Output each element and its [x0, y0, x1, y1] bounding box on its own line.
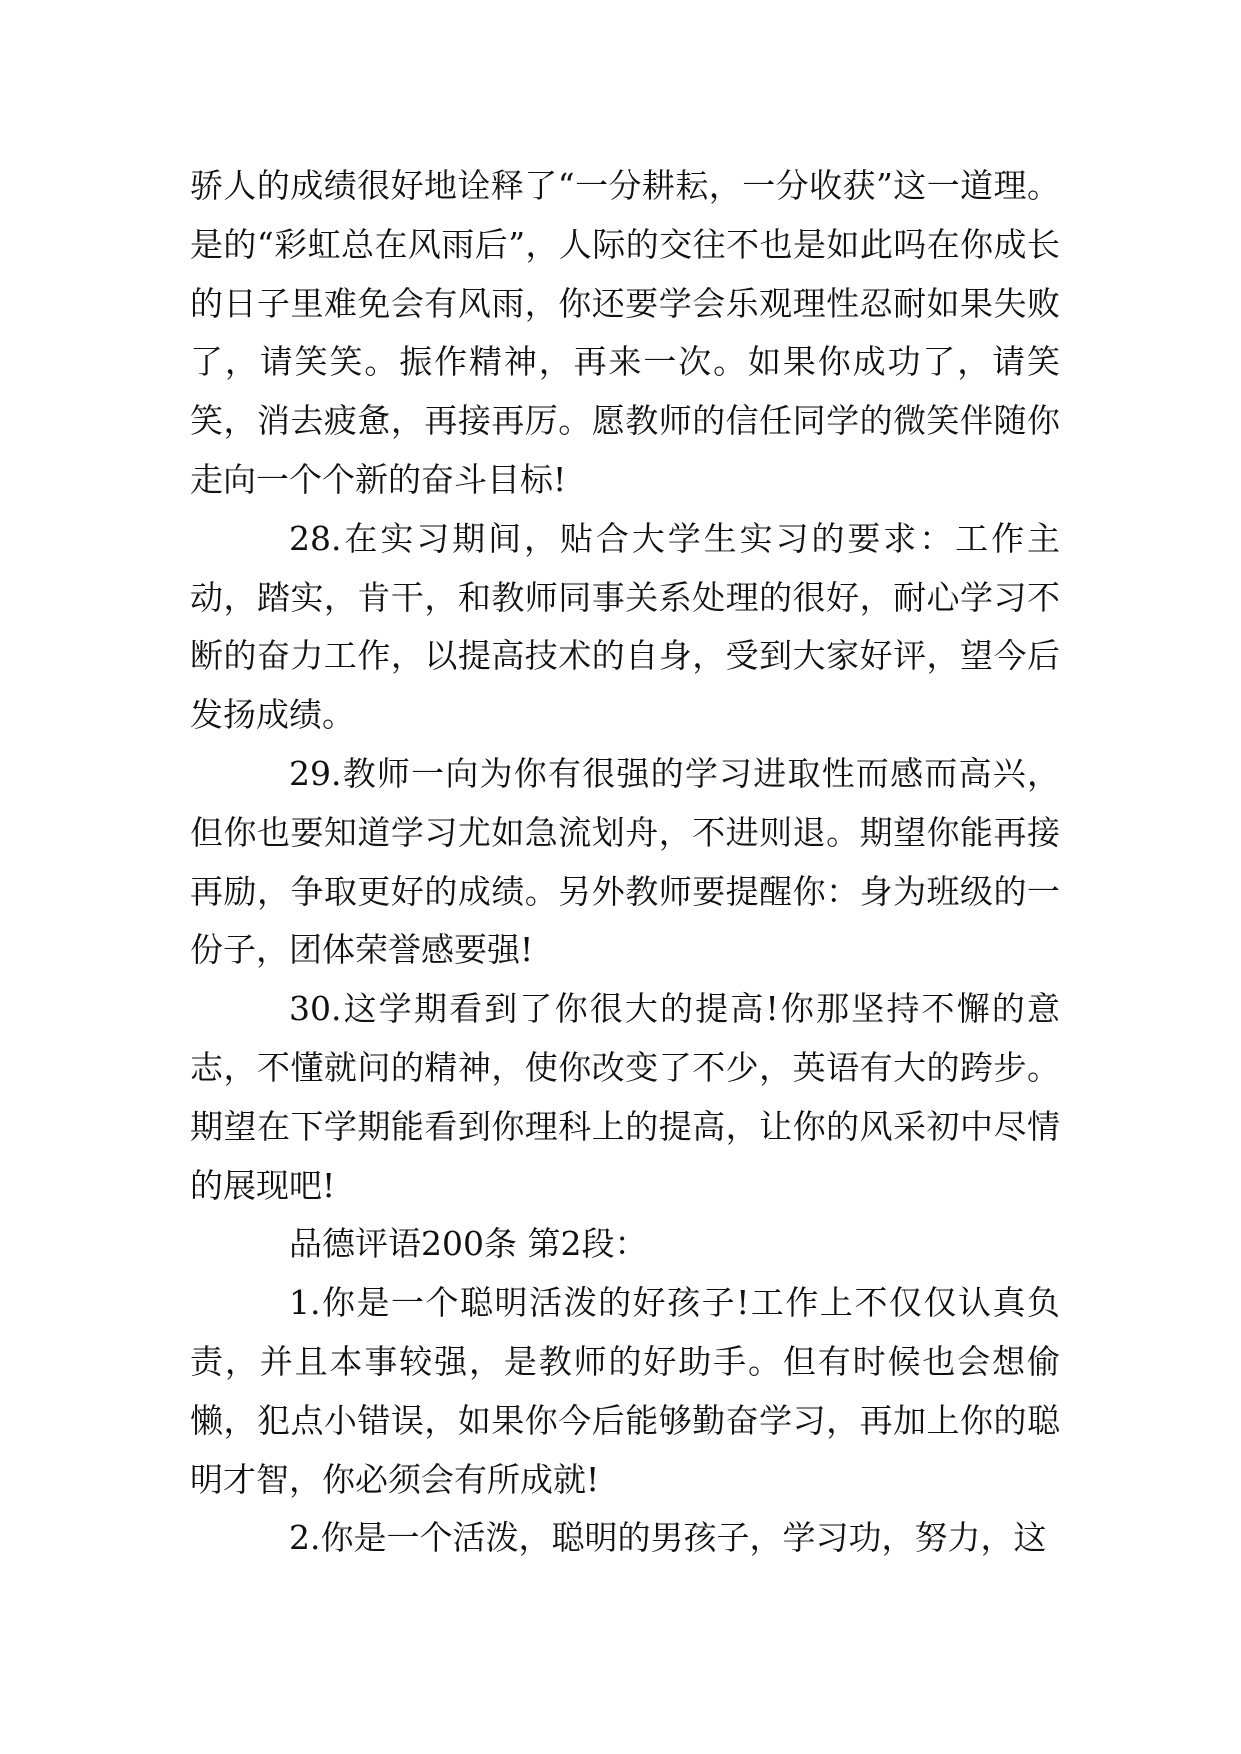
- paragraph-item-30: 30.这学期看到了你很大的提高!你那坚持不懈的意志，不懂就问的精神，使你改变了不少，英语有大的跨步。期望在下学期能看到你理科上的提高，让你的风采初中尽情的展现吧!: [190, 989, 1060, 1205]
- section-heading: 品德评语200条 第2段：: [289, 1224, 648, 1264]
- paragraph-continuation: 骄人的成绩很好地诠释了“一分耕耘，一分收获”这一道理。是的“彩虹总在风雨后”，人际的交往不也是如此吗在你成长的日子里难免会有风雨，你还要学会乐观理性忍耐如果失败了，请笑笑。振作精神，再来一次。如果你成功了，请笑笑，消去疲惫，再接再厉。愿教师的信任同学的微笑伴随你走向一个个新的奋斗目标!: [190, 166, 1060, 499]
- document-body: [190, 157, 1060, 1568]
- paragraph-item-1: 1.你是一个聪明活泼的好孩子!工作上不仅仅认真负责，并且本事较强，是教师的好助手。但有时候也会想偷懒，犯点小错误，如果你今后能够勤奋学习，再加上你的聪明才智，你必须会有所成就!: [190, 1283, 1060, 1499]
- paragraph-item-29: 29.教师一向为你有很强的学习进取性而感而高兴，但你也要知道学习尤如急流划舟，不进则退。期望你能再接再励，争取更好的成绩。另外教师要提醒你：身为班级的一份子，团体荣誉感要强!: [190, 753, 1060, 970]
- paragraph-item-28: 28.在实习期间，贴合大学生实习的要求：工作主动，踏实，肯干，和教师同事关系处理的很好，耐心学习不断的奋力工作，以提高技术的自身，受到大家好评，望今后发扬成绩。: [190, 518, 1060, 735]
- paragraph-item-2: 2.你是一个活泼，聪明的男孩子，学习功，努力，这: [289, 1518, 1047, 1558]
